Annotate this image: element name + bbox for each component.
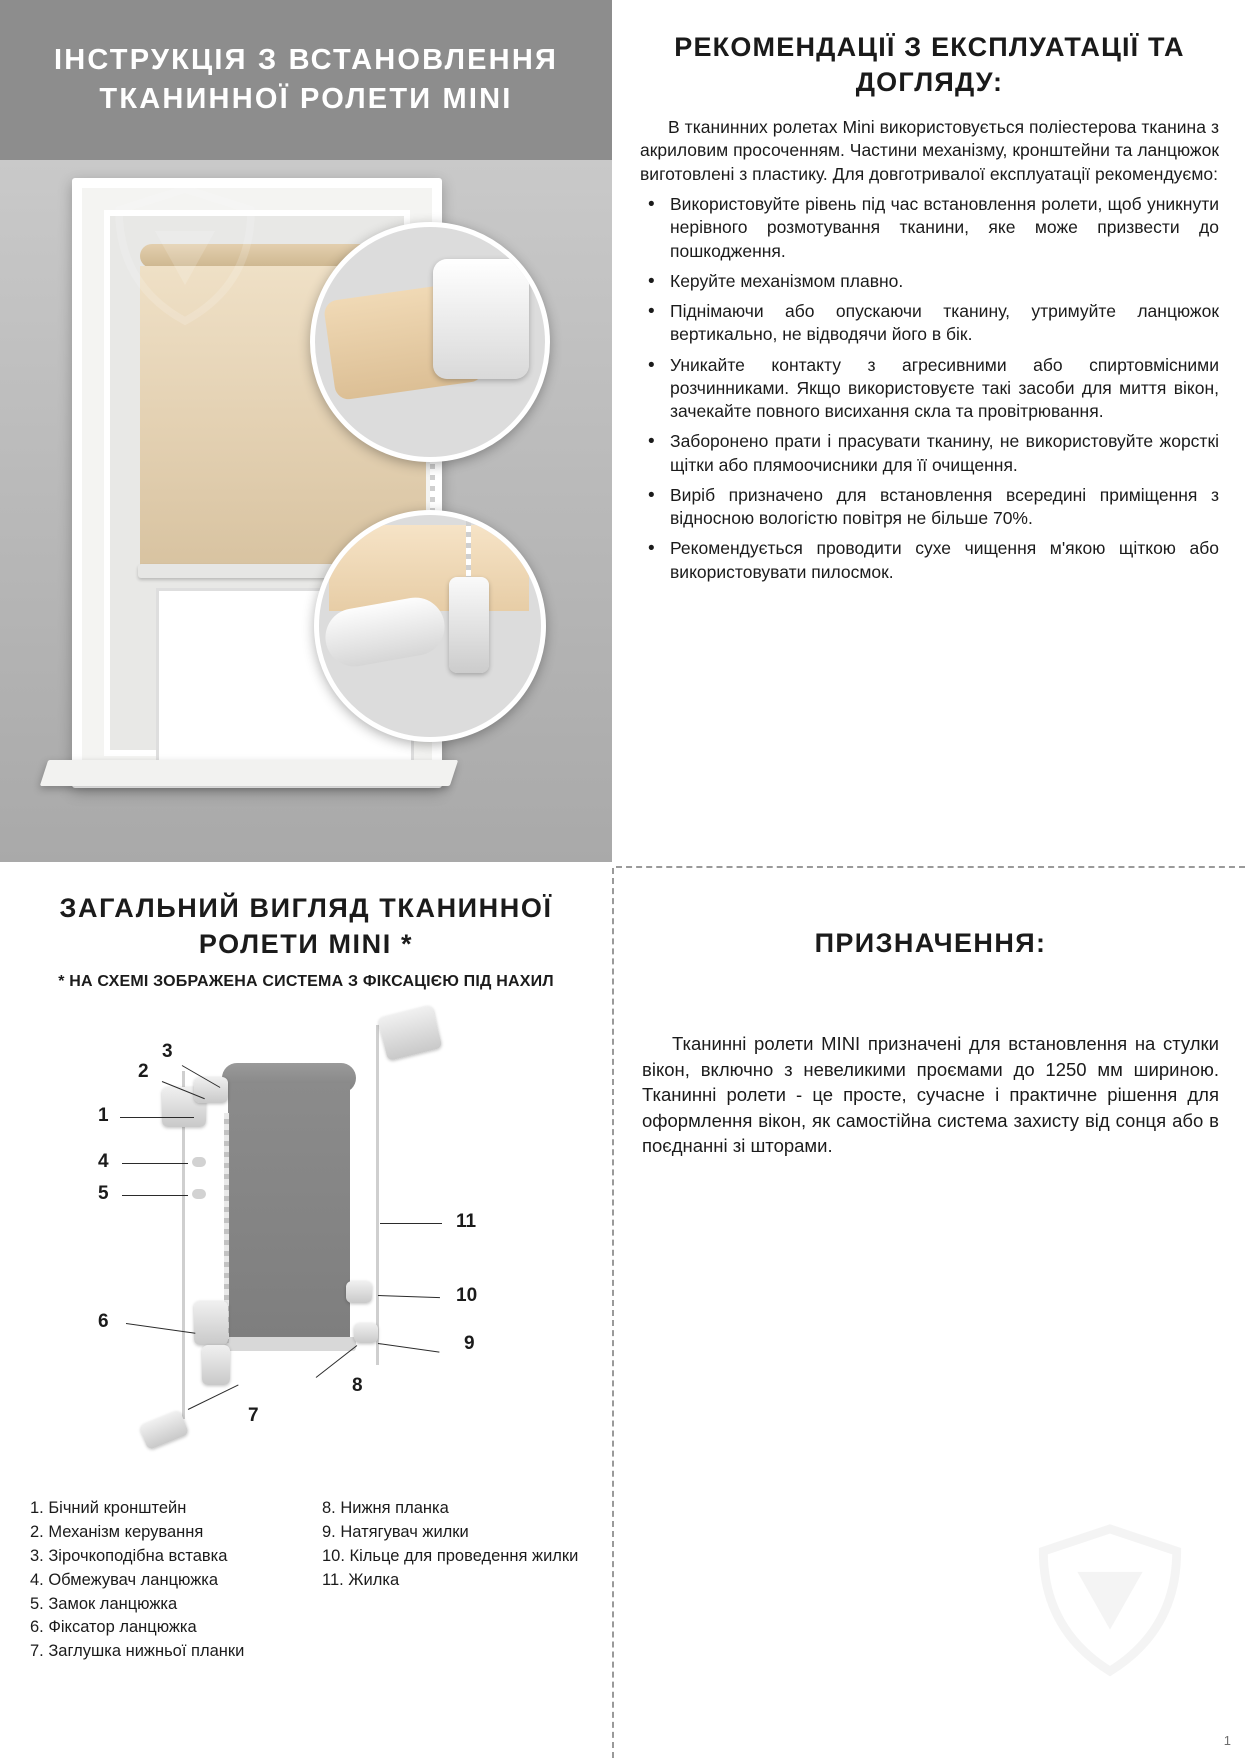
overview-title: ЗАГАЛЬНИЙ ВИГЛЯД ТКАНИННОЇ РОЛЕТИ MINI *: [59, 893, 553, 960]
leader-line: [378, 1295, 440, 1298]
diagram-top-bracket: [378, 1005, 443, 1061]
legend-item: 3. Зірочкоподібна вставка: [30, 1546, 228, 1565]
leader-line: [378, 1343, 440, 1353]
leader-line: [188, 1384, 239, 1409]
diagram-chain-fixator: [194, 1301, 228, 1345]
watermark-icon: [110, 180, 260, 330]
care-intro: В тканинних ролетах Mini використовується поліестерова тканина з акриловим просоченням. Частини механізму, кронштейни та ланцюжок виготовлені з пластику. Для довготривалої експлуатації рекомендуємо:: [640, 117, 1219, 184]
install-title: ІНСТРУКЦІЯ З ВСТАНОВЛЕННЯ ТКАНИННОЇ РОЛЕТИ MINI: [53, 43, 559, 115]
diagram-chain-limiter: [192, 1157, 206, 1167]
diagram-bottom-bar: [222, 1337, 356, 1351]
detail-circle-bracket: [310, 222, 550, 462]
list-item: • Уникайте контакту з агресивними або спиртовмісними розчинниками. Якщо використовуєте такі засоби для миття вікон, зачекайте повного висихання скла та провітрювання.: [640, 354, 1219, 424]
diagram-line-right: [376, 1025, 379, 1365]
diagram-bottom-bar-cap: [139, 1410, 190, 1451]
care-bullet-list: [640, 193, 1219, 584]
window-sill: [40, 760, 458, 786]
callout-7: 7: [248, 1404, 259, 1426]
leader-line: [122, 1163, 188, 1164]
diagram-bottom-bracket: [202, 1345, 230, 1385]
legend-item: 11. Жилка: [322, 1570, 400, 1589]
list-item: • Використовуйте рівень під час встановлення ролети, щоб уникнути нерівного розмотування тканини, яке може призвести до пошкодження.: [640, 193, 1219, 263]
leader-line: [120, 1117, 194, 1118]
diagram-chain-lock: [192, 1189, 206, 1199]
purpose-body: Тканинні ролети MINI призначені для встановлення на стулки вікон, включно з невеликими проємами до 1250 мм шириною. Тканинні ролети - це просте, сучасне і практичне рішення для оформлення вікон, як самостійна система захисту від сонця або в поєднанні зі шторами.: [642, 1033, 1219, 1157]
chain-detail: [466, 515, 471, 585]
callout-3: 3: [162, 1040, 173, 1062]
list-item: • Піднімаючи або опускаючи тканину, утримуйте ланцюжок вертикально, не відводячи його в бік.: [640, 300, 1219, 347]
legend: [30, 1497, 588, 1664]
legend-item: 4. Обмежувач ланцюжка: [30, 1570, 219, 1589]
care-title: РЕКОМЕНДАЦІЇ З ЕКСПЛУАТАЦІЇ ТА ДОГЛЯДУ:: [674, 32, 1185, 98]
list-item: • Рекомендується проводити сухе чищення м'якою щіткою або використовувати пилосмок.: [640, 537, 1219, 584]
purpose-section: [616, 868, 1245, 1758]
callout-9: 9: [464, 1332, 475, 1354]
legend-item: 7. Заглушка нижньої планки: [30, 1642, 245, 1661]
callout-1: 1: [98, 1104, 109, 1126]
side-bracket-detail: [433, 259, 529, 379]
legend-item: 6. Фіксатор ланцюжка: [30, 1618, 197, 1637]
page-number: 1: [1223, 1733, 1231, 1748]
callout-8: 8: [352, 1374, 363, 1396]
leader-line: [380, 1223, 442, 1224]
legend-column-right: [322, 1497, 588, 1664]
list-item: • Керуйте механізмом плавно.: [640, 270, 1219, 293]
list-item: • Виріб призначено для встановлення всередині приміщення з відносною вологістю повітря не більше 70%.: [640, 484, 1219, 531]
install-section: [0, 0, 612, 862]
legend-item: 2. Механізм керування: [30, 1522, 204, 1541]
diagram-fabric: [228, 1083, 350, 1341]
callout-2: 2: [138, 1060, 149, 1082]
overview-section: [0, 868, 612, 1758]
fabric-detail: [329, 525, 529, 611]
watermark-icon: [1035, 1523, 1185, 1688]
diagram-cord-tensioner: [354, 1323, 378, 1343]
legend-item: 10. Кільце для проведення жилки: [322, 1546, 579, 1565]
callout-4: 4: [98, 1150, 109, 1172]
legend-item: 1. Бічний кронштейн: [30, 1498, 187, 1517]
roller-blind-diagram: [16, 1005, 596, 1485]
legend-item: 5. Замок ланцюжка: [30, 1594, 178, 1613]
list-item: • Заборонено прати і прасувати тканину, не використовуйте жорсткі щітки або плямоочисники для її очищення.: [640, 430, 1219, 477]
care-section: [616, 0, 1245, 862]
callout-6: 6: [98, 1310, 109, 1332]
leader-line: [122, 1195, 188, 1196]
install-photo: [0, 160, 612, 862]
chain-lock-detail: [449, 577, 489, 673]
callout-11: 11: [456, 1210, 477, 1232]
callout-10: 10: [456, 1284, 478, 1306]
overview-subtitle: * НА СХЕМІ ЗОБРАЖЕНА СИСТЕМА З ФІКСАЦІЄЮ ПІД НАХИЛ: [58, 972, 554, 990]
legend-column-left: [30, 1497, 296, 1664]
legend-item: 8. Нижня планка: [322, 1498, 449, 1517]
legend-item: 9. Натягувач жилки: [322, 1522, 469, 1541]
diagram-cord-ring: [346, 1281, 372, 1303]
purpose-title: ПРИЗНАЧЕННЯ:: [814, 928, 1047, 958]
detail-circle-chain-lock: [314, 510, 546, 742]
vertical-divider: [612, 868, 614, 1758]
install-header: [0, 0, 612, 160]
callout-5: 5: [98, 1182, 109, 1204]
